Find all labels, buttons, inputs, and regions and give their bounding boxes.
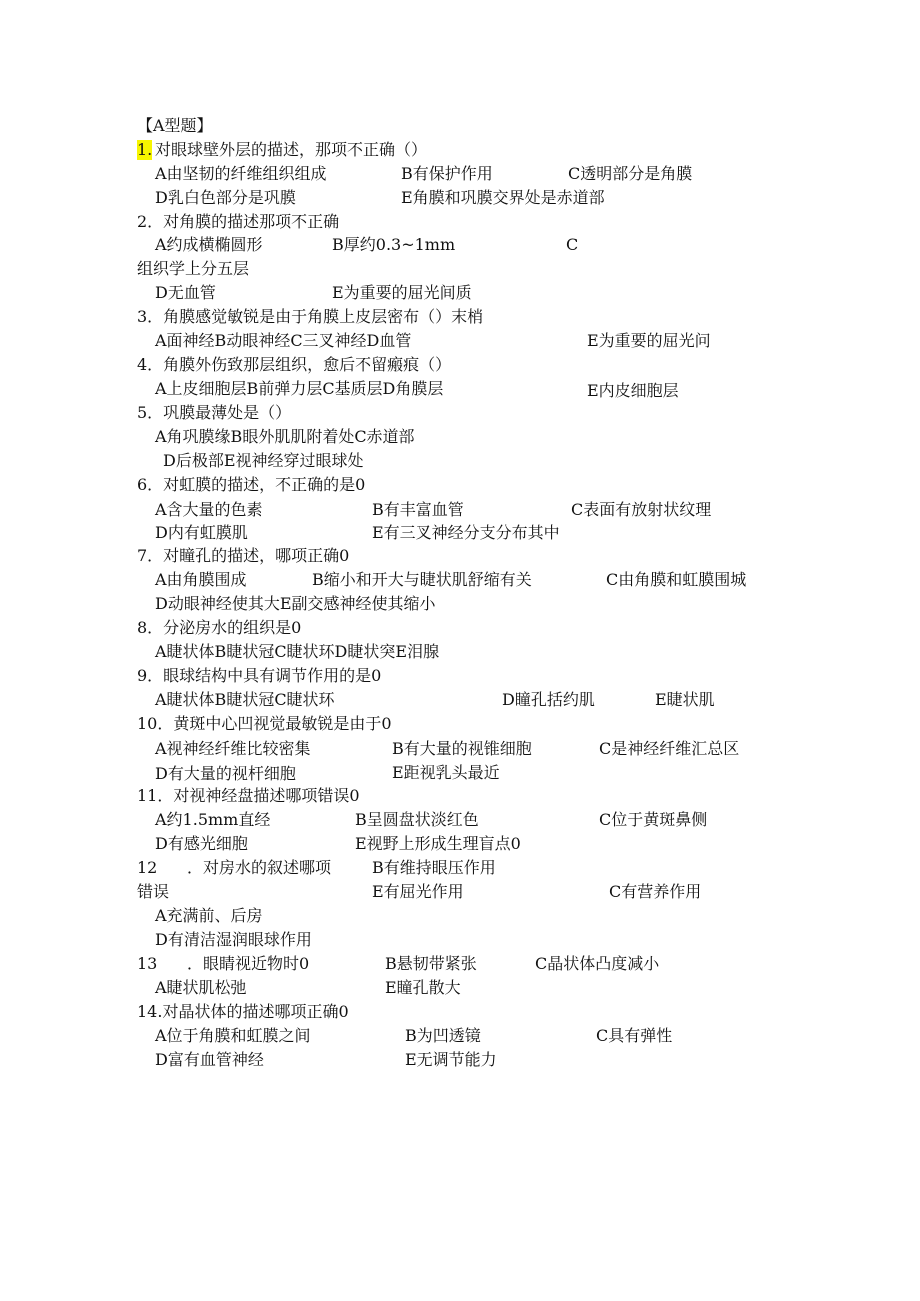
option-b: B为凹透镜 <box>405 1026 481 1045</box>
option-d: D瞳孔括约肌 <box>502 690 595 709</box>
options-a-to-e: A睫状体B睫状冠C睫状环D睫状突E泪腺 <box>155 642 440 661</box>
option-a: A睫状肌松弛 <box>155 978 247 997</box>
option-e: E睫状肌 <box>655 690 715 709</box>
option-d: D富有血管神经 <box>155 1050 264 1069</box>
option-d: D无血管 <box>155 283 216 302</box>
option-e: E无调节能力 <box>405 1050 497 1069</box>
option-a: A位于角膜和虹膜之间 <box>155 1026 311 1045</box>
option-b: B呈圆盘状淡红色 <box>355 810 479 829</box>
question-stem: 对眼球壁外层的描述，那项不正确（） <box>155 140 428 159</box>
option-a: A含大量的色素 <box>155 500 263 519</box>
options-a-to-d: A面神经B动眼神经C三叉神经D血管 <box>155 331 412 350</box>
option-b: B有大量的视锥细胞 <box>392 739 532 758</box>
question-stem: 14.对晶状体的描述哪项正确0 <box>137 1002 349 1021</box>
option-c: C是神经纤维汇总区 <box>599 739 740 758</box>
option-c: C <box>566 235 579 254</box>
options-a-to-d: A上皮细胞层B前弹力层C基质层D角膜层 <box>155 379 444 398</box>
option-e: E瞳孔散大 <box>385 978 461 997</box>
option-e: E角膜和巩膜交界处是赤道部 <box>401 188 605 207</box>
option-b: B悬韧带紧张 <box>385 954 477 973</box>
option-c-continued: 组织学上分五层 <box>137 259 250 278</box>
option-a: A约1.5mm直经 <box>155 810 271 829</box>
option-d: D有清洁湿润眼球作用 <box>155 930 312 949</box>
question-stem: 10．黄斑中心凹视觉最敏锐是由于0 <box>137 714 392 733</box>
question-stem: 3．角膜感觉敏锐是由于角膜上皮层密布（）末梢 <box>137 307 484 326</box>
option-d: D内有虹膜肌 <box>155 523 248 542</box>
question-stem: ．眼睛视近物时0 <box>187 954 310 973</box>
question-stem: 9．眼球结构中具有调节作用的是0 <box>137 666 382 685</box>
section-title: 【A型题】 <box>137 116 213 135</box>
question-stem: 2．对角膜的描述那项不正确 <box>137 212 340 231</box>
option-c: C表面有放射状纹理 <box>571 500 712 519</box>
option-e: E有三叉神经分支分布其中 <box>372 523 560 542</box>
option-d: D乳白色部分是巩膜 <box>155 188 296 207</box>
question-number: 12 <box>137 858 158 877</box>
option-b: B缩小和开大与睫状肌舒缩有关 <box>312 570 532 589</box>
question-stem: ．对房水的叙述哪项 <box>187 858 332 877</box>
option-c: C由角膜和虹膜围城 <box>606 570 747 589</box>
option-d: D有大量的视杆细胞 <box>155 764 296 783</box>
option-c: C透明部分是角膜 <box>568 164 693 183</box>
option-e: E视野上形成生理盲点0 <box>355 834 521 853</box>
option-a: A由坚韧的纤维组织组成 <box>155 164 327 183</box>
question-stem: 4．角膜外伤致那层组织，愈后不留瘢痕（） <box>137 355 452 374</box>
question-stem: 7．对瞳孔的描述，哪项正确0 <box>137 546 350 565</box>
option-c: C有营养作用 <box>609 882 702 901</box>
option-a: A约成横椭圆形 <box>155 235 263 254</box>
option-e: E为重要的屈光间质 <box>332 283 472 302</box>
options-a-to-c: A睫状体B睫状冠C睫状环 <box>155 690 335 709</box>
option-c: C位于黄斑鼻侧 <box>599 810 708 829</box>
option-b: B有丰富血管 <box>372 500 464 519</box>
question-stem: 8．分泌房水的组织是0 <box>137 618 302 637</box>
option-b: B有维持眼压作用 <box>372 858 496 877</box>
option-c: C晶状体凸度减小 <box>535 954 660 973</box>
option-e: E距视乳头最近 <box>392 763 500 782</box>
option-b: B厚约0.3~1mm <box>332 235 456 254</box>
question-stem: 5．巩膜最薄处是（） <box>137 403 292 422</box>
question-number: 1. <box>137 140 153 159</box>
option-e: E为重要的屈光问 <box>587 331 711 350</box>
options-d-to-e: D动眼神经使其大E副交感神经使其缩小 <box>155 594 436 613</box>
option-a: A视神经纤维比较密集 <box>155 739 311 758</box>
option-d: D有感光细胞 <box>155 834 248 853</box>
option-a: A由角膜围成 <box>155 570 247 589</box>
options-d-to-e: D后极部E视神经穿过眼球处 <box>163 451 364 470</box>
option-e: E内皮细胞层 <box>587 381 679 400</box>
option-c: C具有弹性 <box>596 1026 673 1045</box>
question-number: 13 <box>137 954 158 973</box>
option-b: B有保护作用 <box>401 164 493 183</box>
question-stem: 11．对视神经盘描述哪项错误0 <box>137 786 360 805</box>
question-stem: 6．对虹膜的描述，不正确的是0 <box>137 475 366 494</box>
question-stem-continued: 错误 <box>137 882 170 901</box>
option-e: E有屈光作用 <box>372 882 464 901</box>
options-a-to-c: A角巩膜缘B眼外肌肌附着处C赤道部 <box>155 427 415 446</box>
option-a: A充满前、后房 <box>155 906 263 925</box>
